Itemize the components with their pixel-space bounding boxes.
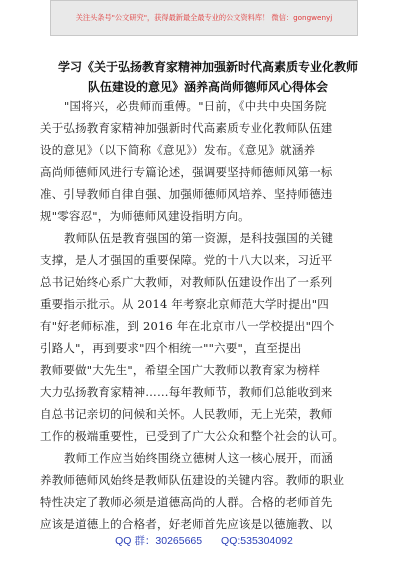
body-line: 应该是道德上的合格者，好老师首先应该是以德施教、以 [40, 517, 333, 531]
body-line: 规"零容忍"，为师德师风建设指明方向。 [40, 209, 250, 223]
footer-contact [0, 533, 408, 548]
footer-qq-group: QQ 群：30265665 [115, 535, 203, 547]
body-line: 关于弘扬教育家精神加强新时代高素质专业化教师队伍建 [40, 121, 333, 135]
body-line: 总书记始终心系广大教师，对教师队伍建设作出了一系列 [40, 275, 333, 289]
body-line: 有"好老师标准，到 2016 年在北京市八一学校提出"四个 [40, 319, 335, 333]
body-line: 高尚师德师风进行专篇论述，强调要坚持师德师风第一标 [40, 165, 333, 179]
header-banner [50, 0, 358, 36]
footer-qq-number: QQ:535304092 [221, 535, 293, 547]
body-line: 教师队伍是教育强国的第一资源，是科技强国的关键 [64, 231, 334, 245]
banner-text: 关注头条号"公文研究"，获得最新最全最专业的公文资料库！ 微信：gongwenyj [75, 13, 333, 22]
body-line: 设的意见》（以下简称《意见》）发布。《意见》就涵养 [40, 143, 316, 157]
document-title-line-1: 学习《关于弘扬教育家精神加强新时代高素质专业化教师 [57, 60, 358, 74]
body-line: "国将兴，必贵师而重傅。"日前，《中共中央国务院 [64, 99, 327, 113]
body-line: 引路人"，再到要求"四个相统一""六要"，直至提出 [40, 341, 302, 355]
body-line: 大力弘扬教育家精神……每年教师节，教师们总能收到来 [40, 385, 333, 399]
body-line: 工作的极端重要性，已受到了广大公众和整个社会的认可。 [40, 429, 345, 443]
document-title-line-2: 队伍建设的意见》涵养高尚师德师风心得体会 [87, 80, 328, 94]
body-line: 自总书记亲切的问候和关怀。人民教师，无上光荣，教师 [40, 407, 333, 421]
body-line: 教师工作应当始终围绕立德树人这一核心展开，而涵 [64, 451, 334, 465]
body-line: 养教师德师风始终是教师队伍建设的关键内容。教师的职业 [40, 473, 345, 487]
body-line: 特性决定了教师必须是道德高尚的人群。合格的老师首先 [40, 495, 333, 509]
body-line: 重要指示批示。从 2014 年考察北京师范大学时提出"四 [40, 297, 329, 311]
body-line: 准、引导教师自律自强、加强师德师风培养、坚持师德违 [40, 187, 333, 201]
body-line: 支撑，是人才强国的重要保障。党的十八大以来，习近平 [40, 253, 333, 267]
body-line: 教师要做"大先生"，希望全国广大教师以教育家为榜样 [40, 363, 321, 377]
